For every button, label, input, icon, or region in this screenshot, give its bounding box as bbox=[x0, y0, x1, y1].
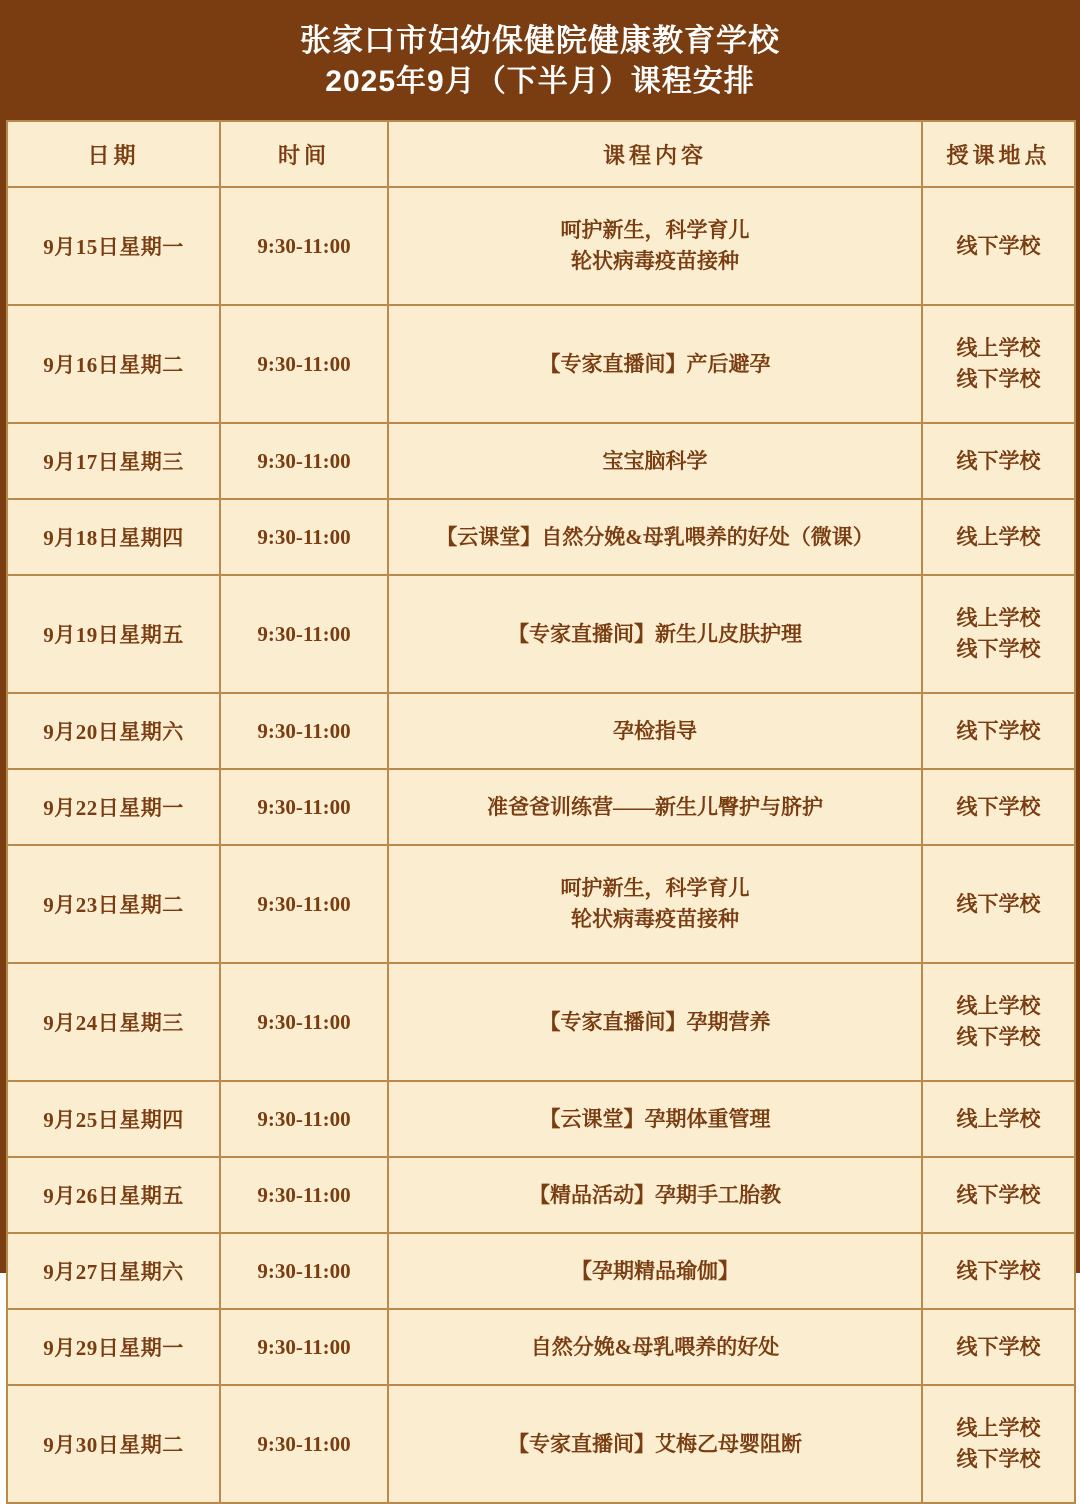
cell-content: 【专家直播间】艾梅乙母婴阻断 bbox=[388, 1385, 922, 1503]
cell-time: 9:30-11:00 bbox=[220, 187, 388, 305]
table-header-row bbox=[7, 121, 1075, 187]
cell-place: 线上学校 bbox=[922, 1081, 1075, 1157]
cell-content: 【专家直播间】新生儿皮肤护理 bbox=[388, 575, 922, 693]
cell-content: 自然分娩&母乳喂养的好处 bbox=[388, 1309, 922, 1385]
table-row bbox=[7, 963, 1075, 1081]
cell-date: 9月17日星期三 bbox=[7, 423, 220, 499]
cell-place: 线上学校 线下学校 bbox=[922, 305, 1075, 423]
cell-time: 9:30-11:00 bbox=[220, 963, 388, 1081]
cell-place: 线上学校 bbox=[922, 499, 1075, 575]
cell-content: 呵护新生，科学育儿 轮状病毒疫苗接种 bbox=[388, 845, 922, 963]
cell-time: 9:30-11:00 bbox=[220, 769, 388, 845]
schedule-table-head bbox=[7, 121, 1075, 187]
table-row bbox=[7, 187, 1075, 305]
cell-time: 9:30-11:00 bbox=[220, 1309, 388, 1385]
cell-place: 线下学校 bbox=[922, 845, 1075, 963]
cell-date: 9月26日星期五 bbox=[7, 1157, 220, 1233]
cell-content: 【专家直播间】产后避孕 bbox=[388, 305, 922, 423]
table-row bbox=[7, 1233, 1075, 1309]
schedule-table bbox=[6, 120, 1076, 1504]
cell-date: 9月19日星期五 bbox=[7, 575, 220, 693]
poster-title-line2: 2025年9月（下半月）课程安排 bbox=[325, 64, 755, 98]
cell-time: 9:30-11:00 bbox=[220, 305, 388, 423]
table-row bbox=[7, 423, 1075, 499]
column-header-content: 课程内容 bbox=[388, 121, 922, 187]
cell-date: 9月16日星期二 bbox=[7, 305, 220, 423]
cell-content: 呵护新生，科学育儿 轮状病毒疫苗接种 bbox=[388, 187, 922, 305]
cell-time: 9:30-11:00 bbox=[220, 1157, 388, 1233]
cell-content: 【精品活动】孕期手工胎教 bbox=[388, 1157, 922, 1233]
cell-content: 【云课堂】自然分娩&母乳喂养的好处（微课） bbox=[388, 499, 922, 575]
cell-place: 线下学校 bbox=[922, 423, 1075, 499]
cell-place: 线下学校 bbox=[922, 1157, 1075, 1233]
cell-date: 9月22日星期一 bbox=[7, 769, 220, 845]
cell-date: 9月23日星期二 bbox=[7, 845, 220, 963]
cell-content: 孕检指导 bbox=[388, 693, 922, 769]
table-row bbox=[7, 1309, 1075, 1385]
cell-content: 【孕期精品瑜伽】 bbox=[388, 1233, 922, 1309]
cell-content: 宝宝脑科学 bbox=[388, 423, 922, 499]
cell-time: 9:30-11:00 bbox=[220, 1081, 388, 1157]
table-row bbox=[7, 845, 1075, 963]
cell-place: 线下学校 bbox=[922, 187, 1075, 305]
cell-date: 9月24日星期三 bbox=[7, 963, 220, 1081]
cell-time: 9:30-11:00 bbox=[220, 575, 388, 693]
cell-time: 9:30-11:00 bbox=[220, 423, 388, 499]
cell-time: 9:30-11:00 bbox=[220, 499, 388, 575]
table-row bbox=[7, 693, 1075, 769]
table-row bbox=[7, 1081, 1075, 1157]
cell-date: 9月15日星期一 bbox=[7, 187, 220, 305]
table-row bbox=[7, 1157, 1075, 1233]
cell-date: 9月25日星期四 bbox=[7, 1081, 220, 1157]
cell-date: 9月20日星期六 bbox=[7, 693, 220, 769]
cell-place: 线上学校 线下学校 bbox=[922, 575, 1075, 693]
cell-time: 9:30-11:00 bbox=[220, 1385, 388, 1503]
cell-time: 9:30-11:00 bbox=[220, 845, 388, 963]
cell-content: 【专家直播间】孕期营养 bbox=[388, 963, 922, 1081]
cell-content: 【云课堂】孕期体重管理 bbox=[388, 1081, 922, 1157]
cell-content: 准爸爸训练营——新生儿臀护与脐护 bbox=[388, 769, 922, 845]
column-header-time: 时间 bbox=[220, 121, 388, 187]
cell-date: 9月27日星期六 bbox=[7, 1233, 220, 1309]
cell-place: 线上学校 线下学校 bbox=[922, 963, 1075, 1081]
cell-place: 线下学校 bbox=[922, 693, 1075, 769]
table-row bbox=[7, 1385, 1075, 1503]
cell-place: 线下学校 bbox=[922, 1309, 1075, 1385]
poster-title-line1: 张家口市妇幼保健院健康教育学校 bbox=[300, 23, 780, 58]
cell-date: 9月18日星期四 bbox=[7, 499, 220, 575]
schedule-table-body bbox=[7, 187, 1075, 1503]
table-row bbox=[7, 575, 1075, 693]
table-row bbox=[7, 769, 1075, 845]
table-row bbox=[7, 305, 1075, 423]
cell-date: 9月30日星期二 bbox=[7, 1385, 220, 1503]
table-row bbox=[7, 499, 1075, 575]
poster-header bbox=[6, 6, 1074, 120]
column-header-place: 授课地点 bbox=[922, 121, 1075, 187]
cell-time: 9:30-11:00 bbox=[220, 693, 388, 769]
column-header-date: 日期 bbox=[7, 121, 220, 187]
cell-time: 9:30-11:00 bbox=[220, 1233, 388, 1309]
cell-date: 9月29日星期一 bbox=[7, 1309, 220, 1385]
cell-place: 线下学校 bbox=[922, 1233, 1075, 1309]
cell-place: 线下学校 bbox=[922, 769, 1075, 845]
cell-place: 线上学校 线下学校 bbox=[922, 1385, 1075, 1503]
